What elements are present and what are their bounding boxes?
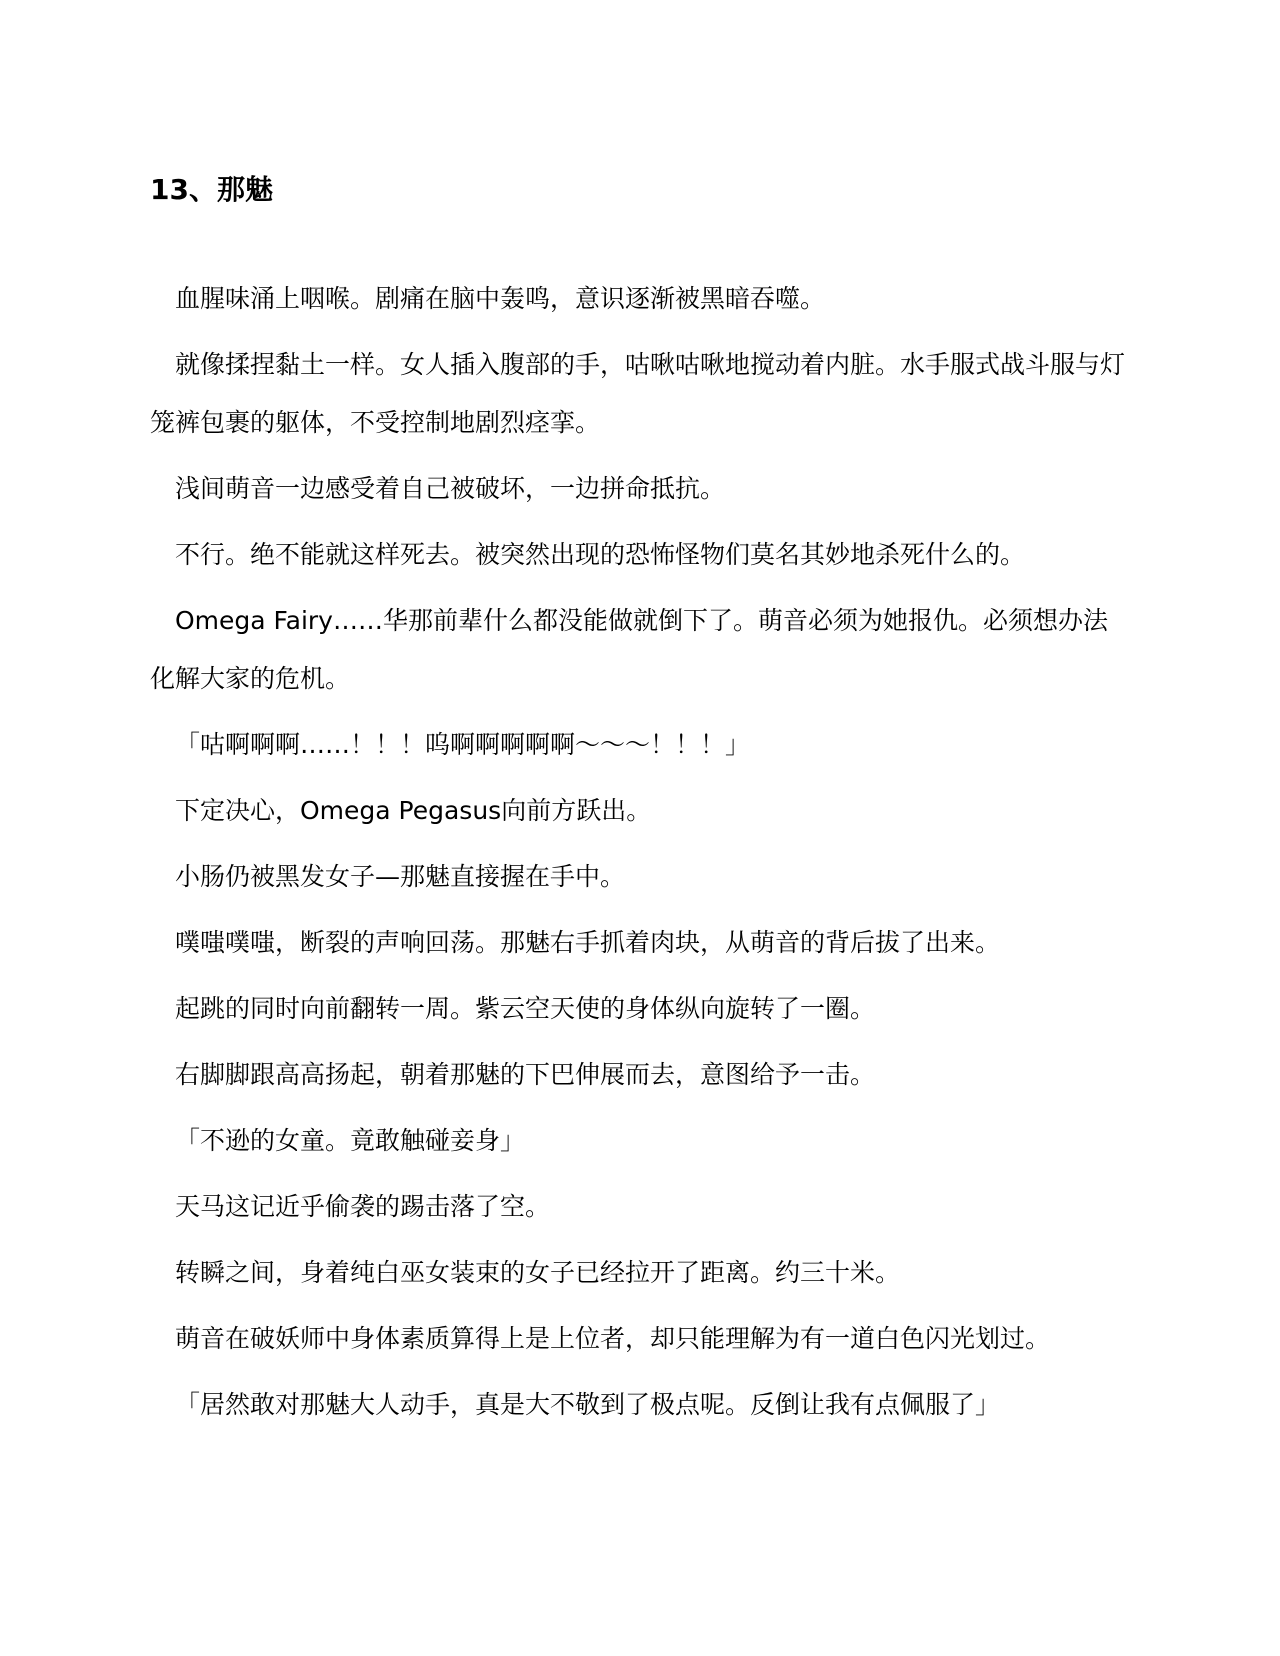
paragraph: 噗嗤噗嗤，断裂的声响回荡。那魅右手抓着肉块，从萌音的背后拔了出来。 [175,928,1001,957]
paragraph: 右脚脚跟高高扬起，朝着那魅的下巴伸展而去，意图给予一击。 [175,1060,876,1089]
paragraph: 「不逊的女童。竟敢触碰妾身」 [175,1126,526,1155]
paragraph: 就像揉捏黏土一样。女人插入腹部的手，咕啾咕啾地搅动着内脏。水手服式战斗服与灯笼裤包裹的躯体，不受控制地剧烈痉挛。 [150,350,1126,437]
paragraph: Omega Fairy……华那前辈什么都没能做就倒下了。萌音必须为她报仇。必须想办法化解大家的危机。 [150,606,1108,693]
paragraph: 转瞬之间，身着纯白巫女装束的女子已经拉开了距离。约三十米。 [175,1258,901,1287]
paragraph: 下定决心，Omega Pegasus向前方跃出。 [175,796,652,825]
paragraph: 「居然敢对那魅大人动手，真是大不敬到了极点呢。反倒让我有点佩服了」 [175,1390,1001,1419]
paragraph: 浅间萌音一边感受着自己被破坏，一边拼命抵抗。 [175,474,726,503]
paragraph: 不行。绝不能就这样死去。被突然出现的恐怖怪物们莫名其妙地杀死什么的。 [175,540,1026,569]
paragraph: 萌音在破妖师中身体素质算得上是上位者，却只能理解为有一道白色闪光划过。 [175,1324,1051,1353]
paragraph: 小肠仍被黑发女子—那魅直接握在手中。 [175,862,626,891]
paragraph: 血腥味涌上咽喉。剧痛在脑中轰鸣，意识逐渐被黑暗吞噬。 [175,284,826,313]
paragraph: 起跳的同时向前翻转一周。紫云空天使的身体纵向旋转了一圈。 [175,994,876,1023]
body-text [150,270,1130,1442]
chapter-title: 13、那魅 [150,173,273,206]
paragraph: 「咕啊啊啊……！！！呜啊啊啊啊啊～～～！！！」 [175,730,751,759]
paragraph: 天马这记近乎偷袭的踢击落了空。 [175,1192,551,1221]
